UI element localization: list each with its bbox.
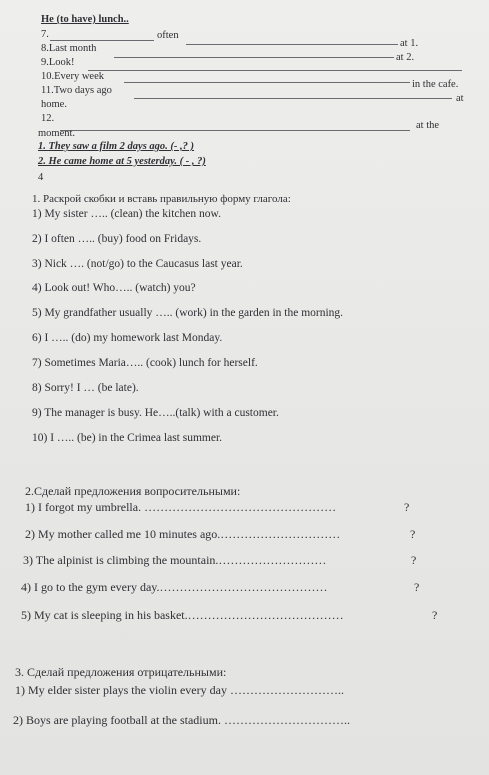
s2-item-2-dots: ………………………… xyxy=(220,527,341,541)
s2-item-1-dots: ………………………………………… xyxy=(144,500,337,514)
section-2-title: 2.Сделай предложения вопросительными: xyxy=(25,484,241,498)
row-12-at-the: at the xyxy=(416,120,440,131)
blank-line xyxy=(114,57,394,58)
example-1: 1. They saw a film 2 days ago. (- ,? ) xyxy=(38,141,195,152)
blank-line xyxy=(50,40,154,41)
blank-line xyxy=(186,44,398,45)
s2-item-1-text: 1) I forgot my umbrella. xyxy=(25,500,145,514)
s2-item-4-dots: …………………………………… xyxy=(159,580,328,594)
s2-item-3-text: 3) The alpinist is climbing the mountain. xyxy=(23,553,219,567)
row-12-moment: moment. xyxy=(38,128,76,139)
s1-item-8: 8) Sorry! I … (be late). xyxy=(32,382,139,394)
blank-line xyxy=(124,82,410,83)
row-9-text: 9.Look! xyxy=(41,57,75,68)
section-1-title: 1. Раскрой скобки и вставь правильную форму глагола: xyxy=(32,193,291,205)
s3-item-1-text: 1) My elder sister plays the violin every day xyxy=(15,683,227,697)
s1-item-1: 1) My sister ….. (clean) the kitchen now. xyxy=(32,208,221,220)
s1-item-9: 9) The manager is busy. He…..(talk) with a customer. xyxy=(32,407,279,419)
s1-item-3: 3) Nick …. (not/go) to the Caucasus last year. xyxy=(32,258,243,270)
s2-item-3 xyxy=(23,553,326,568)
s2-item-5-text: 5) My cat is sleeping in his basket. xyxy=(21,608,188,622)
s2-item-2 xyxy=(25,527,340,542)
s1-item-7: 7) Sometimes Maria….. (cook) lunch for herself. xyxy=(32,357,258,369)
example-2: 2. He came home at 5 yesterday. ( - , ?) xyxy=(38,156,206,167)
s1-item-5: 5) My grandfather usually ….. (work) in the garden in the morning. xyxy=(32,307,344,319)
blank-line xyxy=(134,98,452,99)
s1-item-10: 10) I ….. (be) in the Crimea last summer. xyxy=(32,432,223,444)
s3-item-2 xyxy=(13,713,350,728)
row-7-often: often xyxy=(157,30,179,41)
row-8-text: 8.Last month xyxy=(41,43,97,54)
row-7-at: at 1. xyxy=(400,38,419,49)
s2-item-5 xyxy=(21,608,344,623)
s1-item-6: 6) I ….. (do) my homework last Monday. xyxy=(32,332,223,344)
s2-item-2-question-mark: ? xyxy=(410,527,416,541)
s3-item-2-text: 2) Boys are playing football at the stadium. xyxy=(13,713,221,727)
row-7-number: 7. xyxy=(41,29,49,40)
s1-item-2: 2) I often ….. (buy) food on Fridays. xyxy=(32,233,202,245)
s2-item-5-dots: ………………………………… xyxy=(187,608,344,622)
row-11-home: home. xyxy=(41,99,67,110)
row-11-text: 11.Two days ago xyxy=(41,85,112,96)
s2-item-4-text: 4) I go to the gym every day. xyxy=(21,580,160,594)
s2-item-3-question-mark: ? xyxy=(411,553,417,567)
row-8-at: at 2. xyxy=(396,52,415,63)
s2-item-5-question-mark: ? xyxy=(432,608,438,622)
s2-item-2-text: 2) My mother called me 10 minutes ago. xyxy=(25,527,221,541)
s2-item-1-question-mark: ? xyxy=(404,500,410,514)
s2-item-4-question-mark: ? xyxy=(414,580,420,594)
blank-line xyxy=(60,130,410,131)
s3-item-1 xyxy=(15,683,344,698)
s1-item-4: 4) Look out! Who….. (watch) you? xyxy=(32,282,196,294)
row-12-number: 12. xyxy=(41,113,55,124)
blank-line xyxy=(88,70,462,71)
s3-item-2-dots: ………………………….. xyxy=(223,713,350,727)
row-11-at: at xyxy=(456,93,464,104)
row-10-end: in the cafe. xyxy=(412,79,459,90)
page-number: 4 xyxy=(38,172,44,183)
s2-item-4 xyxy=(21,580,328,595)
section-3-title: 3. Сделай предложения отрицательными: xyxy=(15,665,227,679)
s2-item-3-dots: ……………………… xyxy=(218,553,327,567)
s2-item-1 xyxy=(25,500,336,515)
row-10-text: 10.Every week xyxy=(41,71,104,82)
s3-item-1-dots: ……………………….. xyxy=(229,683,344,697)
heading-he-to-have-lunch: He (to have) lunch.. xyxy=(41,14,129,25)
